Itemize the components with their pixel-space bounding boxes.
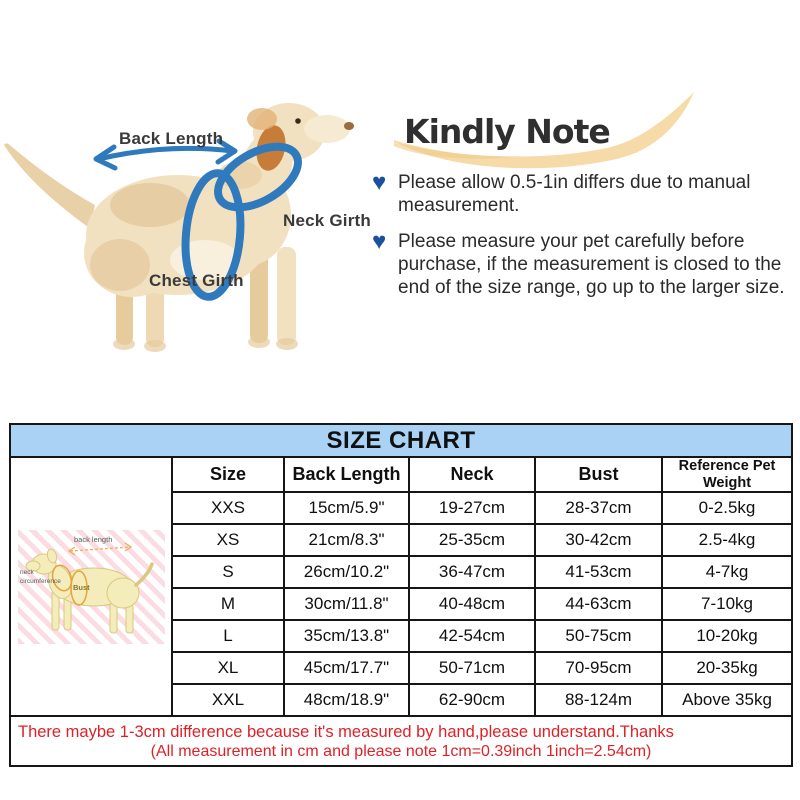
- table-cell: 36-47cm: [409, 556, 535, 588]
- table-cell: 30-42cm: [535, 524, 662, 556]
- table-cell: 42-54cm: [409, 620, 535, 652]
- col-header-bust: Bust: [535, 457, 662, 492]
- mini-neck-label-2: circumference: [19, 577, 61, 585]
- table-header-row: [10, 457, 792, 492]
- table-cell: 0-2.5kg: [662, 492, 792, 524]
- table-cell: 20-35kg: [662, 652, 792, 684]
- table-cell: XL: [172, 652, 284, 684]
- table-cell: 4-7kg: [662, 556, 792, 588]
- table-cell: 7-10kg: [662, 588, 792, 620]
- mini-dog-diagram: [18, 530, 165, 644]
- table-cell: 28-37cm: [535, 492, 662, 524]
- table-cell: 35cm/13.8": [284, 620, 409, 652]
- table-title-row: [10, 424, 792, 457]
- table-cell: 2.5-4kg: [662, 524, 792, 556]
- table-cell: XS: [172, 524, 284, 556]
- table-cell: 15cm/5.9": [284, 492, 409, 524]
- size-chart-table: [9, 423, 793, 767]
- col-header-size: Size: [172, 457, 284, 492]
- table-footnote-row: [10, 716, 792, 766]
- footnote-line-1: There maybe 1-3cm difference because it's measured by hand,please understand.Thanks: [18, 722, 674, 741]
- table-cell: 70-95cm: [535, 652, 662, 684]
- col-header-neck: Neck: [409, 457, 535, 492]
- neck-girth-label: Neck Girth: [283, 211, 371, 230]
- table-cell: S: [172, 556, 284, 588]
- list-item: [372, 230, 796, 299]
- table-cell: 40-48cm: [409, 588, 535, 620]
- table-cell: 50-75cm: [535, 620, 662, 652]
- col-header-weight: Reference Pet Weight: [662, 457, 792, 492]
- table-cell: 62-90cm: [409, 684, 535, 716]
- heart-icon: ♥: [372, 228, 387, 255]
- table-cell: 88-124m: [535, 684, 662, 716]
- mini-back-length-arrow-icon: [69, 543, 131, 555]
- col-header-back-length: Back Length: [284, 457, 409, 492]
- kindly-note-list: [372, 171, 796, 312]
- table-cell: 10-20kg: [662, 620, 792, 652]
- dog-eye: [295, 118, 301, 124]
- table-cell: 41-53cm: [535, 556, 662, 588]
- table-cell: M: [172, 588, 284, 620]
- table-cell: 45cm/17.7": [284, 652, 409, 684]
- mini-back-length-label: back length: [73, 534, 112, 544]
- table-cell: 26cm/10.2": [284, 556, 409, 588]
- mini-dog-art: [18, 530, 165, 644]
- table-cell: XXL: [172, 684, 284, 716]
- table-cell: 25-35cm: [409, 524, 535, 556]
- mini-bust-label: Bust: [72, 582, 90, 592]
- chest-girth-label: Chest Girth: [149, 271, 244, 290]
- table-cell: 30cm/11.8": [284, 588, 409, 620]
- footnote-cell: [10, 716, 792, 766]
- note-text: Please measure your pet carefully before purchase, if the measurement is closed to the end of the size range, go up to the larger size.: [398, 231, 785, 298]
- table-cell: 50-71cm: [409, 652, 535, 684]
- table-cell: L: [172, 620, 284, 652]
- footnote-line-2: (All measurement in cm and please note 1cm=0.39inch 1inch=2.54cm): [150, 742, 652, 760]
- table-cell: 21cm/8.3": [284, 524, 409, 556]
- list-item: [372, 171, 796, 217]
- mini-dog-diagram-cell: [10, 457, 172, 716]
- note-text: Please allow 0.5-1in differs due to manual measurement.: [398, 172, 751, 216]
- table-cell: 48cm/18.9": [284, 684, 409, 716]
- mini-neck-label-1: neck: [19, 568, 34, 576]
- heart-icon: ♥: [372, 169, 387, 196]
- back-length-label: Back Length: [119, 129, 224, 148]
- table-cell: XXS: [172, 492, 284, 524]
- size-chart-title: SIZE CHART: [10, 424, 792, 457]
- table-cell: 44-63cm: [535, 588, 662, 620]
- table-cell: 19-27cm: [409, 492, 535, 524]
- kindly-note-title: Kindly Note: [404, 112, 610, 151]
- table-cell: Above 35kg: [662, 684, 792, 716]
